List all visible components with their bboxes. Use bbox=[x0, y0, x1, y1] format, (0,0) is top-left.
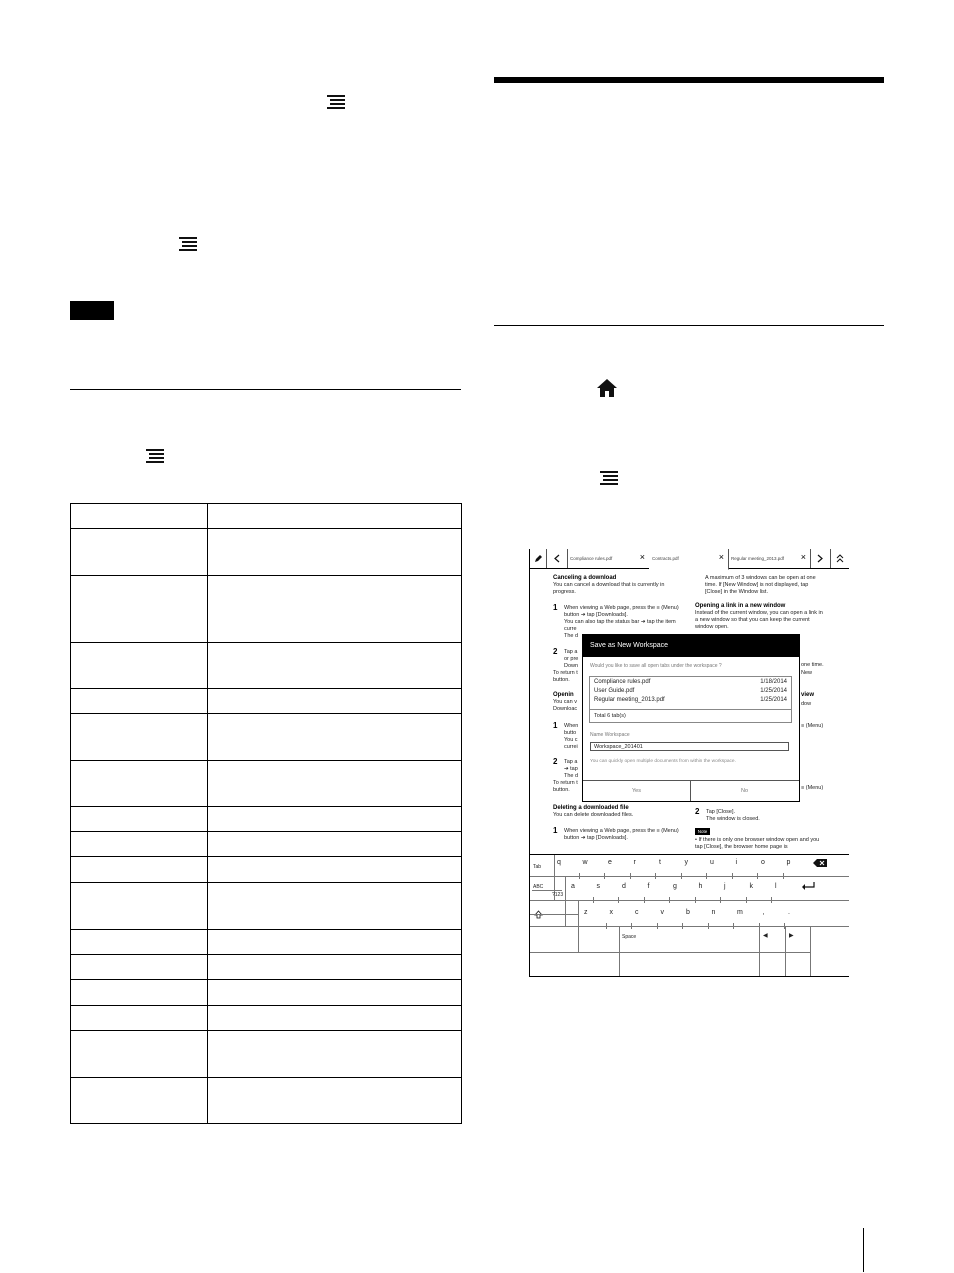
list-item bbox=[594, 688, 787, 694]
table-row bbox=[71, 504, 462, 529]
table-cell bbox=[71, 930, 208, 955]
table-cell bbox=[71, 857, 208, 883]
table-cell bbox=[71, 980, 208, 1006]
key-divider bbox=[657, 923, 658, 929]
workspace-name-input[interactable]: Workspace_201401 bbox=[590, 742, 789, 751]
table-cell bbox=[208, 761, 462, 807]
table-row bbox=[71, 980, 462, 1006]
doc-text bbox=[564, 828, 679, 842]
text-line: New bbox=[801, 670, 813, 676]
key[interactable]: f bbox=[647, 883, 650, 890]
key[interactable]: v bbox=[660, 909, 664, 916]
text-line: time. If [New Window] is not displayed, tap bbox=[705, 582, 809, 588]
forward-button[interactable] bbox=[810, 549, 831, 568]
close-icon[interactable]: × bbox=[639, 552, 645, 562]
text-line: You can v bbox=[553, 699, 577, 705]
key-divider bbox=[530, 952, 810, 953]
text-line: You can also tap the status bar ➔ tap the item bbox=[564, 619, 676, 625]
table-cell bbox=[71, 883, 208, 930]
key[interactable]: m bbox=[737, 909, 743, 916]
key[interactable]: k bbox=[749, 883, 753, 890]
table-cell bbox=[71, 714, 208, 761]
no-button[interactable]: No bbox=[740, 788, 749, 794]
number-key[interactable]: ?123 bbox=[552, 892, 564, 898]
key[interactable]: c bbox=[635, 909, 639, 916]
table-row bbox=[71, 689, 462, 714]
table-cell bbox=[71, 761, 208, 807]
key[interactable]: g bbox=[673, 883, 677, 890]
step-number: 1 bbox=[553, 721, 558, 730]
text-line: tap [Close], the browser home page is bbox=[695, 844, 788, 850]
table-row bbox=[71, 832, 462, 857]
table-row bbox=[71, 955, 462, 980]
abc-key[interactable]: ABC bbox=[533, 884, 544, 890]
text-line: Down bbox=[564, 663, 579, 669]
text-line: Tap [Close]. bbox=[706, 809, 736, 815]
table-row bbox=[71, 1078, 462, 1124]
key[interactable]: s bbox=[596, 883, 600, 890]
key-divider bbox=[732, 873, 733, 879]
key-divider bbox=[631, 923, 632, 929]
step-number: 1 bbox=[553, 826, 558, 835]
table-cell bbox=[71, 807, 208, 832]
table-row bbox=[71, 761, 462, 807]
table-cell bbox=[208, 714, 462, 761]
doc-text bbox=[553, 670, 578, 684]
key-divider bbox=[682, 923, 683, 929]
doc-text bbox=[564, 759, 578, 780]
doc-text bbox=[695, 603, 823, 631]
table-cell bbox=[71, 832, 208, 857]
key[interactable]: w bbox=[582, 859, 588, 866]
text-line: [Close] in the Window list. bbox=[705, 589, 768, 595]
save-workspace-dialog bbox=[582, 634, 800, 802]
list-item bbox=[594, 697, 787, 703]
text-line: To return t bbox=[553, 670, 578, 676]
space-key[interactable]: Space bbox=[622, 934, 637, 940]
section-title: view bbox=[801, 692, 815, 698]
text-line: When viewing a Web page, press the ≡ (Menu) bbox=[564, 828, 679, 834]
pen-icon bbox=[534, 554, 543, 563]
table-cell bbox=[71, 529, 208, 576]
pen-button[interactable] bbox=[530, 549, 547, 568]
text-line: one time. bbox=[801, 662, 824, 668]
key-divider bbox=[644, 897, 645, 903]
table-cell bbox=[208, 504, 462, 529]
table-row bbox=[71, 807, 462, 832]
key[interactable]: j bbox=[724, 883, 726, 890]
table-cell bbox=[71, 576, 208, 643]
key-divider bbox=[733, 923, 734, 929]
enter-icon bbox=[801, 882, 815, 890]
back-button[interactable] bbox=[546, 549, 568, 568]
file-list bbox=[589, 676, 792, 723]
key[interactable]: n bbox=[711, 909, 716, 916]
menu-icon bbox=[327, 95, 345, 111]
key-divider bbox=[565, 876, 566, 926]
text-line: The d bbox=[564, 633, 579, 639]
key[interactable]: o bbox=[761, 859, 765, 866]
key[interactable]: z bbox=[584, 909, 588, 916]
tab-regular-meeting[interactable] bbox=[728, 549, 811, 568]
cursor-left-key[interactable]: ◀ bbox=[763, 933, 768, 939]
text-line: a new window so that you can keep the current bbox=[695, 617, 810, 623]
key-divider bbox=[757, 873, 758, 879]
text-line: The window is closed. bbox=[706, 816, 760, 822]
key-divider bbox=[681, 873, 682, 879]
table-row bbox=[71, 1031, 462, 1078]
text-line: curre bbox=[564, 626, 577, 632]
dialog-question: Would you like to save all open tabs under the workspace ? bbox=[590, 663, 722, 669]
text-line: or pre bbox=[564, 656, 579, 662]
menu-icon bbox=[146, 449, 164, 465]
text-line: butto bbox=[564, 730, 577, 736]
total-tabs: Total 6 tab(s) bbox=[590, 709, 791, 722]
table-cell bbox=[71, 504, 208, 529]
table-cell bbox=[71, 1006, 208, 1031]
table-cell bbox=[208, 689, 462, 714]
doc-text bbox=[564, 723, 578, 751]
doc-text bbox=[553, 780, 578, 794]
text-line: A maximum of 3 windows can be open at one bbox=[705, 575, 816, 581]
menu-icon bbox=[600, 471, 618, 487]
key[interactable]: p bbox=[786, 859, 791, 866]
collapse-button[interactable] bbox=[830, 549, 849, 568]
key[interactable]: h bbox=[698, 883, 703, 890]
key-divider bbox=[579, 873, 580, 879]
key-divider bbox=[532, 890, 562, 891]
double-chevron-up-icon bbox=[836, 554, 844, 563]
backspace-icon bbox=[813, 859, 827, 867]
doc-text bbox=[553, 805, 633, 819]
key-divider bbox=[759, 926, 760, 977]
name-label: Name Workspace bbox=[590, 732, 630, 738]
table-row bbox=[71, 576, 462, 643]
section-title: Openin bbox=[553, 692, 574, 698]
text-line: Tap a bbox=[564, 649, 578, 655]
chapter-heading-rule bbox=[494, 77, 884, 83]
key-divider bbox=[746, 897, 747, 903]
table-cell bbox=[71, 955, 208, 980]
table-cell bbox=[71, 689, 208, 714]
close-icon[interactable]: × bbox=[800, 552, 806, 562]
section-divider bbox=[494, 325, 884, 326]
key[interactable]: i bbox=[735, 859, 738, 866]
text-line: Instead of the current window, you can open a link in bbox=[695, 610, 823, 616]
table-cell bbox=[208, 1006, 462, 1031]
text-line: Downloac bbox=[553, 706, 578, 712]
text-line: ≡ (Menu) bbox=[801, 785, 824, 791]
note-badge bbox=[70, 301, 114, 320]
key[interactable]: d bbox=[622, 883, 626, 890]
text-line: currei bbox=[564, 744, 578, 750]
key-divider bbox=[783, 873, 784, 879]
doc-text bbox=[705, 575, 816, 596]
key[interactable]: u bbox=[710, 859, 714, 866]
tab-bar bbox=[530, 549, 849, 569]
key[interactable]: y bbox=[684, 859, 688, 866]
key-divider bbox=[619, 926, 620, 977]
key[interactable]: r bbox=[633, 859, 636, 866]
tab-key[interactable]: Tab bbox=[533, 864, 542, 870]
home-icon bbox=[596, 378, 618, 398]
key-divider bbox=[810, 926, 811, 977]
key[interactable]: e bbox=[608, 859, 612, 866]
list-item bbox=[594, 679, 787, 685]
table-cell bbox=[71, 1078, 208, 1124]
browser-screenshot bbox=[529, 549, 849, 977]
key[interactable]: l bbox=[775, 883, 777, 890]
key[interactable]: b bbox=[686, 909, 690, 916]
text-line: ≡ (Menu) bbox=[801, 723, 824, 729]
doc-text bbox=[553, 692, 577, 713]
key[interactable]: , bbox=[762, 909, 765, 916]
close-icon[interactable]: × bbox=[718, 552, 724, 562]
step-number: 1 bbox=[553, 603, 558, 612]
section-divider bbox=[70, 389, 461, 390]
text-line: progress. bbox=[553, 589, 576, 595]
text-line: When viewing a Web page, press the ≡ (Menu) bbox=[564, 605, 679, 611]
key-divider bbox=[578, 900, 579, 952]
table-cell bbox=[208, 529, 462, 576]
text-line: button. bbox=[553, 677, 570, 683]
dialog-title: Save as New Workspace bbox=[583, 635, 799, 657]
table-cell bbox=[208, 1031, 462, 1078]
table-cell bbox=[208, 807, 462, 832]
text-line: To return t bbox=[553, 780, 578, 786]
table-row bbox=[71, 714, 462, 761]
key-divider bbox=[618, 897, 619, 903]
file-date: 1/18/2014 bbox=[760, 679, 787, 685]
section-title: Opening a link in a new window bbox=[695, 603, 786, 609]
key-divider bbox=[530, 914, 578, 915]
key-divider bbox=[708, 923, 709, 929]
text-line: When bbox=[564, 723, 579, 729]
table-cell bbox=[208, 930, 462, 955]
text-line: ➔ tap bbox=[564, 766, 578, 772]
text-line: The d bbox=[564, 773, 579, 779]
table-cell bbox=[71, 643, 208, 689]
table-cell bbox=[208, 576, 462, 643]
dialog-hint: You can quickly open multiple documents from within the workspace. bbox=[590, 759, 736, 764]
table-row bbox=[71, 643, 462, 689]
text-line: dow bbox=[801, 701, 812, 707]
key-divider bbox=[606, 923, 607, 929]
key-divider bbox=[669, 897, 670, 903]
text-line: You can delete downloaded files. bbox=[553, 812, 634, 818]
tab-label: Contracts.pdf bbox=[652, 556, 679, 561]
key-divider bbox=[630, 873, 631, 879]
menu-options-table bbox=[70, 503, 462, 1124]
file-name: Regular meeting_2013.pdf bbox=[594, 697, 665, 703]
table-cell bbox=[71, 1031, 208, 1078]
chevron-right-icon bbox=[817, 554, 823, 563]
yes-button[interactable]: Yes bbox=[583, 781, 691, 801]
text-line: button. bbox=[553, 787, 570, 793]
text-line: You can cancel a download that is currently in bbox=[553, 582, 665, 588]
table-row bbox=[71, 883, 462, 930]
cursor-right-key[interactable]: ▶ bbox=[789, 933, 794, 939]
doc-text bbox=[564, 649, 578, 670]
table-cell bbox=[208, 832, 462, 857]
step-number: 2 bbox=[553, 757, 558, 766]
doc-text bbox=[553, 575, 664, 596]
key-divider bbox=[706, 873, 707, 879]
key-divider bbox=[771, 897, 772, 903]
doc-text bbox=[706, 809, 760, 823]
file-name: User Guide.pdf bbox=[594, 688, 635, 694]
key[interactable]: a bbox=[571, 883, 575, 890]
key[interactable]: q bbox=[557, 859, 561, 866]
tab-label: Regular meeting_2013.pdf bbox=[731, 556, 785, 561]
file-date: 1/25/2014 bbox=[760, 697, 787, 703]
table-row bbox=[71, 1006, 462, 1031]
file-date: 1/25/2014 bbox=[760, 688, 787, 694]
key-divider bbox=[593, 897, 594, 903]
text-line bbox=[801, 692, 814, 699]
table-cell bbox=[208, 980, 462, 1006]
text-line: • If there is only one browser window open and you bbox=[695, 837, 820, 843]
software-keyboard bbox=[530, 854, 849, 977]
tab-contracts[interactable] bbox=[649, 549, 729, 570]
tab-compliance-rules[interactable] bbox=[567, 549, 650, 568]
step-number: 2 bbox=[695, 807, 700, 816]
table-row bbox=[71, 529, 462, 576]
text-line: button ➔ tap [Downloads]. bbox=[564, 612, 628, 618]
page-margin-line bbox=[863, 1228, 864, 1272]
section-title: Canceling a download bbox=[553, 575, 617, 581]
key-divider bbox=[785, 926, 786, 977]
key[interactable]: t bbox=[659, 859, 661, 866]
section-title: Deleting a downloaded file bbox=[553, 805, 629, 811]
tab-label: Compliance rules.pdf bbox=[570, 556, 613, 561]
note-badge: Note bbox=[695, 828, 710, 835]
table-cell bbox=[208, 1078, 462, 1124]
enter-key[interactable] bbox=[801, 882, 815, 892]
text-line: You c bbox=[564, 737, 578, 743]
key-divider bbox=[604, 873, 605, 879]
table-cell bbox=[208, 883, 462, 930]
table-row bbox=[71, 930, 462, 955]
chevron-left-icon bbox=[554, 554, 560, 563]
text-line: window open. bbox=[695, 624, 729, 630]
step-number: 2 bbox=[553, 647, 558, 656]
table-cell bbox=[208, 955, 462, 980]
file-name: Compliance rules.pdf bbox=[594, 679, 651, 685]
doc-text bbox=[695, 837, 819, 851]
key[interactable]: x bbox=[609, 909, 613, 916]
text-line: Tap a bbox=[564, 759, 578, 765]
key-divider bbox=[655, 873, 656, 879]
table-row bbox=[71, 857, 462, 883]
menu-icon bbox=[179, 237, 197, 253]
table-cell bbox=[208, 857, 462, 883]
key[interactable]: . bbox=[788, 909, 790, 916]
shift-key[interactable] bbox=[534, 910, 543, 921]
dialog-buttons bbox=[583, 780, 799, 801]
backspace-key[interactable] bbox=[813, 859, 827, 869]
table-cell bbox=[208, 643, 462, 689]
key-divider bbox=[720, 897, 721, 903]
key-divider bbox=[695, 897, 696, 903]
text-line: button ➔ tap [Downloads]. bbox=[564, 835, 628, 841]
